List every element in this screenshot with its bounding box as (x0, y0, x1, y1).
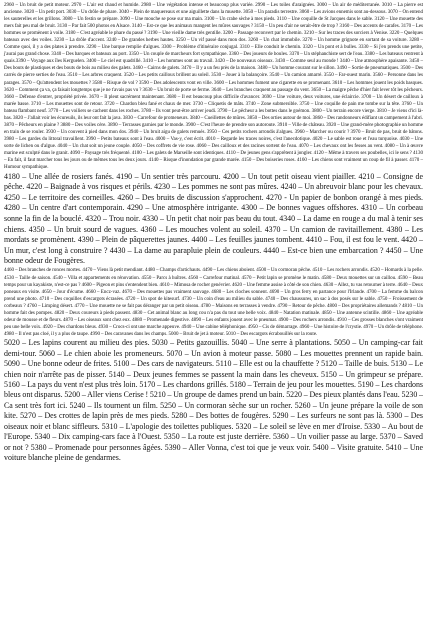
paragraph-5020-5410: 5020 – Les lapins courent au milieu des pies. 5030 – Petits gazouillis. 5040 – Une serre à plantations. 5050 – Un camping-car fait demi-tour. 5060 – Le chien aboie les promeneurs. 5070 – Un avion à moteur passe. 5080 – Les mouettes prennent un rapide bain. 5090 – Une bonne odeur de frites. 5100 – Des cars de navigateurs. 5110 – Elle est ou la chauffette ? 5120 – Taille de buis. 5130 – Le chien noir n'arrête pas de pisser. 5140 – Deux jeunes femmes se passent la main dans les cheveux. 5150 – Un grimpeur se prépare. 5160 – La pays du vent n'est plus très loin. 5170 – Les chardons grillés. 5180 – Terrain de jeu pour les mouettes. 5190 – Les chardons bleus ont disparus. 5200 – Aller viens Cerise ! 5210 – Un groupe de dames prend un bain. 5220 – Des pieux plantés dans l'eau. 5230 – Ca sent très fort ici. 5240 – Ils tournent un film. 5250 – Un cormoran sèche sur un rocher. 5260 – Un jeune prépare la voile de son kite. 5270 – Des crottes de lapin près de mes pieds. 5280 – Des bottes de fougères. 5290 – Les surfeurs ne sont pas là. 5300 – Des oiseaux noir et blanc siffleurs. 5310 – L'apologie des toilettes publiques. 5320 – Le soleil se lève en mer d'Iroise. 5330 – Au bout de l'Europe. 5340 – Dix camping-cars face à l'Ouest. 5350 – La route est juste derrière. 5360 – Un voilier passe au large. 5370 – Saved or not ? 5380 – Promenade pour personnes âgées. 5390 – Aller Vonna, c'est toi que je veux voir. 5400 – Visite gratuite. 5410 – Une voiture blanche pleine de gendarmes. (4, 338, 423, 462)
paragraph-4460-5010: 4460 – Des branches de ronces mortes. 4470 – Viens là petit mendiant. 4480 – Champs d'artichauts. 4490 – Les chiens aboient. 4500 – Un cormoran pêche. 4510 – Les rochers arrondis. 4520 – Homards à la pelle. 4530 – Taille de saison. 4540 – Villa et appartements en rénovation. 4550 – Parcs à huîtres. 4560 – Carrefour matinal. 4570 – Petit lapin se promène le matin. 4580 – Deux mouettes sur un caillou. 4590 – Beau temps pour un kayakiste, n'est-ce pas ? 4600 – Pigeon et pins s'entendent bien. 4610 – Mimosa de rocher genévrier. 4620 – Une femme assise à côté de son chien. 4630 – Allez, tu vas retourner à terre. 4640 – Deux poneaux en visite. 4650 – Jour d'écume. 4660 – Encz-vaz. 4670 – Des mouettes pas vraiment sauvage. 4680 – Les cloches sonnent. 4690 – Un gros ferry en partance pour l'Irlande. 4700 – La femme du balcon prend une photo. 4710 – Des coquilles d'escargots écrasées. 4720 – Un spot de kitesurf. 4730 – Un coin d'eau au milieu du sable. 4740 – Des chaussures, un sac à dos posés sur le sable. 4750 – Froissement de corbeaux ? 4760 – Limping désert. 4770 – Une mouette ne se fait pas déranger par un petit oiseau. 4780 – Maisons en terrasses à vendre. 4790 – Retour de pêche. 4800 – Des propriétaires allemands ? 4810 – Un homme fait des pompes. 4820 – Deux coureurs à pieds passent. 4830 – Cet animal blanc au long cou n'a pas du tout une belle voix. 4840 – Natation matinale. 4850 – Une antenne scintille. 4860 – Une agréable odeur de mousse et de fleurs. 4870 – Les oiseaux sont chez eux. 4880 – Promenade digestive. 4890 – Les enfants jouent avec le pneumat. 4900 – Des rochers arrondis. 4910 – Ces grosses blanches s'ont vraiment peu une belle voix. 4920 – Des chardons bleus. 4930 – Crocs-ci ont une marche appeuve. 4940 – Une cabine téléphonique. 4950 – Cis de démarrage. 4960 – Une histoire de l'crystie. 4970 – Un drôle de téléphone. 4980 – Il n'est pas cloé, il y a plus de taupe. 4990 – Des caravanes dans les champs. 5000 – Bruit de jet à moteur. 5010 – Des escargots écrabouillés sur la route. (4, 268, 423, 337)
paragraph-2960-4170: 2960 – Un bruit de petit moteur. 2970 – L'air est chaud et humide. 2980 – Une végétation intense et beaucoup plus variée. 2990 – Les toiles d'araignées. 3000 – Un air de méditerranée. 3010 – La pierre est ancienne. 3020 – Un petit port. 3030 – Un drôle de phare. 3040 – Plein de maquereaux et une aiguillette dans la musette. 3050 – Un paradis terrestre. 3060 – Les avions ennemis sont au-dessous. 3070 – On entend les sauterelles et les grillons. 3080 – Un festin se prépare. 3090 – Une mouche se pose sur ma main. 3100 – Un crabe sèche à mes pieds. 3110 – Une coquille de St Jacques dans le sable. 3120 – Une mouette des mers fait peu mal de bruit. 3130 – Par fait 500 photos en Alsace. 3140 – Est-ce que les animaux mangent les mûres sauvages ? 3150 – Un peu d'air ne serait-être de trop ? 3160 – Des accents de carafes. 3170 – Les hommes se promènent à voile. 3180 – C'est agréable le phare du passé ? 3190 – Une vieille dame très gentille. 3200 – Passage reconvert par le chemin. 3210 – Sur les traces des sorciers à Venise. 3220 – Quelques bateaux avec des voiles. 3230 – La drôle d'accent. 3240 – De grandes herbes hautes. 3250 – Un vif passé dans mon dos. 3260 – Un chat immobile. 3270 – Un homme grignote en sortant de sa voiture. 3280 – Comme quoi, il y a des plates à prendre. 3290 – Une barque remplie d'algues. 3300 – Problème d'itinéraire conjugal. 3310 – Elle conduit le chemin. 3320 – Un pont et à bulles. 3330 – Si j'en prends une petite, j'aurai pas grand chose. 3340 – Des barques et bateaux au port. 3350 – Un couple de marcheurs fort sympathique. 3360 – Des joueurs de boules. 3370 – Un stéphanchiste sert de l'eau. 3380 – Les bateaux rentrent à quais.3390 – Voyage aux îles Kerguelen. 3400 – Le ciel est quadrillé. 3410 – Les hommes sont au travail. 3420 – De nouveaux oiseaux. 3430 – Comme seul au monde ! 3440 – Une atmosphère apaisante. 3450 – Des bouts de plastiques et des bouts de bois au milieu des galets. 3460 – Cairns de galets. 3470 – Il y a un feu près de la maison. 3480 – Un homme courant sur le sillon. 3490 – Sortie de pneumatiques. 3500 – Des carrés de pierre serties de l'eau. 3510 – Les arbres craquent. 3520 – Les petits cailloux brillent au soleil. 3530 – Jouer à la balançoire. 3540 – Un camion amarré. 3550 – Far-ouest marin. 3560 – Personne dans les parages. 3570 – Qu'attendent les mouettes ? 3580 – Risque de vol ? 3590 – Des adolescents vont en ville. 3600 – Les hommes fument une cigarette en se promenant. 3610 – Les hommes jouent les poids basques. 3620 – Comment ça va, ça faisait longtemps que je ne t'avais pas vu ? 3630 – Un bruit de porte se ferme. 3640 – Les branches craquent au passage du vent. 3650 – La maigre pêche d'hier fait lever tôt les pêcheurs. 3660 – Défense d'entrer, propriété privée. 3670 – Il pleut sacrément maintenant. 3680 – Il est beaucoup plus difficile d'avancer. 3690 – Une voiture, deux voitures, une éclaircie. 3700 – Un désert de cailloux à marée basse. 3710 – Les mouettes sont de retour. 3720 – Chardon bleu fané et chaux de mer. 3730 – Cliquetis de mâts. 3740 – Zone submersible. 3750 – Une coquille de pain me tombe sur la tête. 3760 – Un bateau flambant neuf. 3770 – Les voiliers se cachent dans les roches. 3780 – Ils vont peut-être arriver jeudi. 3790 – Le pêcheur a les bottes dans le goémon. 3800 – Un terrain encore vierge. 3810 – Je viens d'ici là-bas. 3820 – J'allait voir les écureuils, ils leur ont fait la java. 3830 – Carrefour de promeneurs. 3840 – Cueillettes de mûres. 3850 – Des orties autour de moi. 3860 – Des randonneurs édifiant un campement à l'abri. 3870 – Pêcheurs en plaine ? 3880 – Des voiles cère. 3890 – Terrasses garnies par le monde. 3900 – C'est l'heure de prendre son autoroute. 3910 – Ville de château. 3920 – Une grand-mère photographie un homme en train de se rouler. 3930 – Un couvent à pied dans mon dos. 3940 – Un bruit aigu de galets remués. 3950 – Ces petits rochers arrondis à'algues. 3960 – Marcher ou courir ? 3970 – Bruit de pas, bruit de bâtons. 3980 – Les gardes du littoral travaillent. 3990 – Petits bateaux sont à l'eau. 4000 – Vas-y, c'est écrit. 4010 – Regarde les traces noires, c'est l'anecdotique. 4020 – Le sable est roue et l'eau turquoise. 4030 – Une sorte de lichen ou d'algue. 4040 – Un chat soit un jeune couple. 4050 – Des coffrets de vie rose. 4060 – Des cailloux et des racines sortent de l'eau. 4070 – Les chevaux ont les fesses au vent. 4080 – Un à œuvre marine est sculpté dans le granit. 4090 – Paysage très fréquenté. 4100 – Les galets de Marseille sont identiques. 4110 – De jeunes gens s'apprêtent à jongler. 4120 – Même à travers ses poubelles, ici le sens ? 4130 – En fait, il faut marcher tous les jours ou de mêmes tous les deux jours. 4140 – Risque d'inondation par grande marée. 4150 – Des boiseries roses. 4160 – Les chiens sont vraiment un coup de fil à passer. 4170 – Humour sympathique. (4, 3, 423, 171)
paragraph-4180-4450: 4180 – Une allée de rosiers fanés. 4190 – Un sentier très parcouru. 4200 – Un tout petit oiseau vient piailler. 4210 – Consigne de pêche. 4220 – Baignade à vos risques et périls. 4230 – Les pommes ne sont pas mûres. 4240 – Un abreuvoir blanc pour les chevaux. 4250 – Le territoire des corneilles. 4260 – Des bruits de discussion s'approchent. 4270 - Un papier de bonbon orangé à mes pieds. 4280 – Un centre d'art contemporain. 4290 – Une atmosphère intrigante. 4300 – De bonnes vagues offshores. 4310 – Un corbeau sonne la fin de la bouclé. 4320 – Trou noir. 4330 – Un petit chat noir pas beau du tout. 4340 – La dame en rouge a du mal à tenir ses chiens. 4350 – Un bruit sourd de vagues. 4360 – Les mouches volent au soleil. 4370 – Un camion de ravitaillement. 4380 – Les mordats se promènent. 4390 – Plein de pâquerettes jaunes. 4400 – Les feuilles jaunes tombent. 4410 – Fou, il est fou le vent. 4420 – Un mur, c'est long à construire ? 4430 – La dame au parapluie plein de couleurs. 4440 – Est-ce bien une embarcation ? 4450 – Une bonne odeur de Fougères. (4, 171, 423, 266)
